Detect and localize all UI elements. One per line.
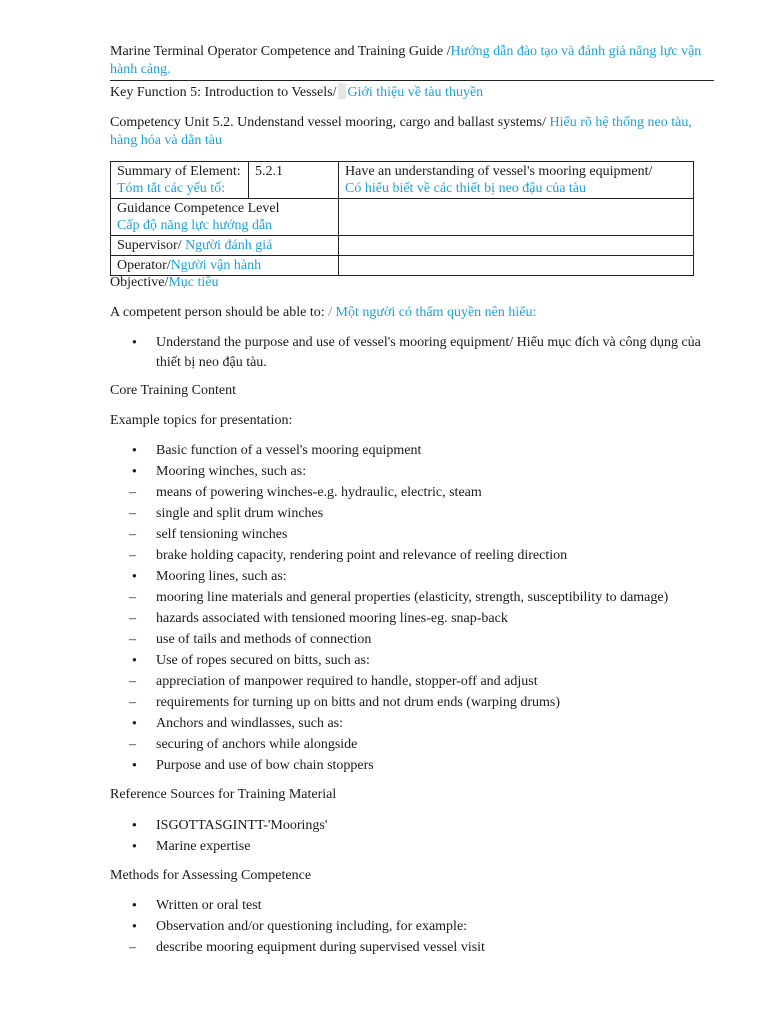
dash-icon: – <box>129 695 136 710</box>
list-item <box>110 937 714 958</box>
list-item-text: use of tails and methods of connection <box>156 632 372 647</box>
table-row <box>111 236 694 256</box>
element-desc-vn: Có hiểu biết về các thiết bị neo đậu của tàu <box>345 181 587 196</box>
list-item <box>110 916 714 937</box>
competent-person-line <box>110 304 536 322</box>
list-item-text: ISGOTTASGINTT-'Moorings' <box>156 818 328 833</box>
operator-vn: Người vận hành <box>170 258 262 273</box>
list-item <box>110 482 714 503</box>
bullet-icon <box>132 566 146 588</box>
list-item <box>110 566 714 587</box>
guidance-vn: Cấp độ năng lực hướng dẫn <box>117 218 273 233</box>
summary-label-en: Summary of Element: <box>117 164 241 179</box>
element-desc-cell <box>339 162 694 199</box>
list-item-text: Use of ropes secured on bitts, such as: <box>156 653 370 668</box>
list-item <box>110 503 714 524</box>
header-rule <box>110 80 714 81</box>
table-row <box>111 199 694 236</box>
list-item <box>110 440 714 461</box>
list-item-text: appreciation of manpower required to handle, stopper-off and adjust <box>156 674 538 689</box>
list-item <box>110 524 714 545</box>
methods-heading: Methods for Assessing Competence <box>110 868 312 883</box>
table-row <box>111 256 694 276</box>
list-item-text: mooring line materials and general properties (elasticity, strength, susceptibility to damage) <box>156 590 669 605</box>
list-item <box>110 608 714 629</box>
bullet-icon <box>132 650 146 672</box>
element-table <box>110 161 694 276</box>
list-item-text: requirements for turning up on bitts and not drum ends (warping drums) <box>156 695 560 710</box>
operator-cell <box>111 256 339 276</box>
guidance-cell <box>111 199 339 236</box>
bullet-icon <box>132 836 146 858</box>
list-item-text: Observation and/or questioning including, for example: <box>156 919 468 934</box>
dash-icon: – <box>129 632 136 647</box>
bullet-icon <box>132 713 146 735</box>
dash-icon: – <box>129 737 136 752</box>
reference-heading: Reference Sources for Training Material <box>110 787 337 802</box>
list-item <box>110 713 714 734</box>
list-item-text: Understand the purpose and use of vessel's mooring equipment/ Hiểu mục đích và công dụng của thiết bị neo đậu tàu. <box>156 335 701 370</box>
list-item <box>110 545 714 566</box>
highlight-gap <box>338 83 346 99</box>
supervisor-en: Supervisor/ <box>117 238 182 253</box>
list-item-text: single and split drum winches <box>156 506 324 521</box>
list-item-text: Anchors and windlasses, such as: <box>156 716 344 731</box>
list-item-text: Written or oral test <box>156 898 262 913</box>
bullet-icon <box>132 755 146 777</box>
supervisor-value-cell <box>339 236 694 256</box>
list-item <box>110 587 714 608</box>
objective-heading <box>110 274 218 292</box>
list-item <box>110 734 714 755</box>
key-function-en: Key Function 5: Introduction to Vessels/ <box>110 85 337 100</box>
bullet-icon <box>132 815 146 837</box>
dash-icon: – <box>129 674 136 689</box>
document-header <box>110 43 714 79</box>
table-row <box>111 162 694 199</box>
example-topics-heading: Example topics for presentation: <box>110 413 293 428</box>
list-item-text: Marine expertise <box>156 839 251 854</box>
bullet-icon <box>132 333 146 354</box>
core-training-heading: Core Training Content <box>110 383 237 398</box>
list-item <box>110 755 714 776</box>
list-item-text: describe mooring equipment during supervised vessel visit <box>156 940 485 955</box>
operator-en: Operator/ <box>117 258 171 273</box>
key-function-vn: Giới thiệu về tàu thuyền <box>347 85 484 100</box>
bullet-icon <box>132 440 146 462</box>
supervisor-vn: Người đánh giá <box>185 238 273 253</box>
bullet-icon <box>132 895 146 917</box>
methods-list <box>110 895 714 958</box>
list-item-text: means of powering winches-e.g. hydraulic, electric, steam <box>156 485 482 500</box>
list-item <box>110 671 714 692</box>
dash-icon: – <box>129 940 136 955</box>
list-item-text: self tensioning winches <box>156 527 288 542</box>
objective-list <box>110 333 714 373</box>
objective-vn: Mục tiêu <box>168 275 219 290</box>
bullet-icon <box>132 916 146 938</box>
dash-icon: – <box>129 506 136 521</box>
header-title-vn: Hướng dẫn đào tạo và đánh giá năng lực vận hành cảng. <box>110 44 702 77</box>
list-item-text: Purpose and use of bow chain stoppers <box>156 758 374 773</box>
guidance-en: Guidance Competence Level <box>117 201 280 216</box>
list-item <box>110 629 714 650</box>
dash-icon: – <box>129 590 136 605</box>
dash-icon: – <box>129 527 136 542</box>
list-item <box>110 333 714 373</box>
list-item <box>110 895 714 916</box>
list-item-text: hazards associated with tensioned mooring lines-eg. snap-back <box>156 611 508 626</box>
element-number-cell: 5.2.1 <box>249 162 339 199</box>
header-title-en: Marine Terminal Operator Competence and Training Guide / <box>110 44 451 59</box>
summary-label-cell <box>111 162 249 199</box>
competent-person-en: A competent person should be able to: <box>110 305 325 320</box>
list-item-text: brake holding capacity, rendering point and relevance of reeling direction <box>156 548 568 563</box>
list-item <box>110 650 714 671</box>
list-item-text: Mooring lines, such as: <box>156 569 287 584</box>
element-desc-en: Have an understanding of vessel's mooring equipment/ <box>345 164 653 179</box>
key-function-line <box>110 83 483 102</box>
competency-unit-en: Competency Unit 5.2. Undenstand vessel mooring, cargo and ballast systems/ <box>110 115 547 130</box>
references-list <box>110 815 714 857</box>
dash-icon: – <box>129 485 136 500</box>
list-item-text: securing of anchors while alongside <box>156 737 358 752</box>
competency-unit-line <box>110 114 714 150</box>
supervisor-cell <box>111 236 339 256</box>
bullet-icon <box>132 461 146 483</box>
objective-en: Objective/ <box>110 275 169 290</box>
list-item-text: Mooring winches, such as: <box>156 464 307 479</box>
operator-value-cell <box>339 256 694 276</box>
dash-icon: – <box>129 611 136 626</box>
list-item <box>110 692 714 713</box>
topics-list <box>110 440 714 776</box>
summary-label-vn: Tóm tắt các yếu tố: <box>117 181 226 196</box>
list-item <box>110 815 714 836</box>
dash-icon: – <box>129 548 136 563</box>
list-item <box>110 836 714 857</box>
competent-person-vn: / Một người có thẩm quyền nên hiểu: <box>328 305 537 320</box>
list-item-text: Basic function of a vessel's mooring equipment <box>156 443 422 458</box>
guidance-value-cell <box>339 199 694 236</box>
competency-unit-vn: Hiểu rõ hệ thống neo tàu, hàng hóa và dằn tàu <box>110 115 692 148</box>
list-item <box>110 461 714 482</box>
